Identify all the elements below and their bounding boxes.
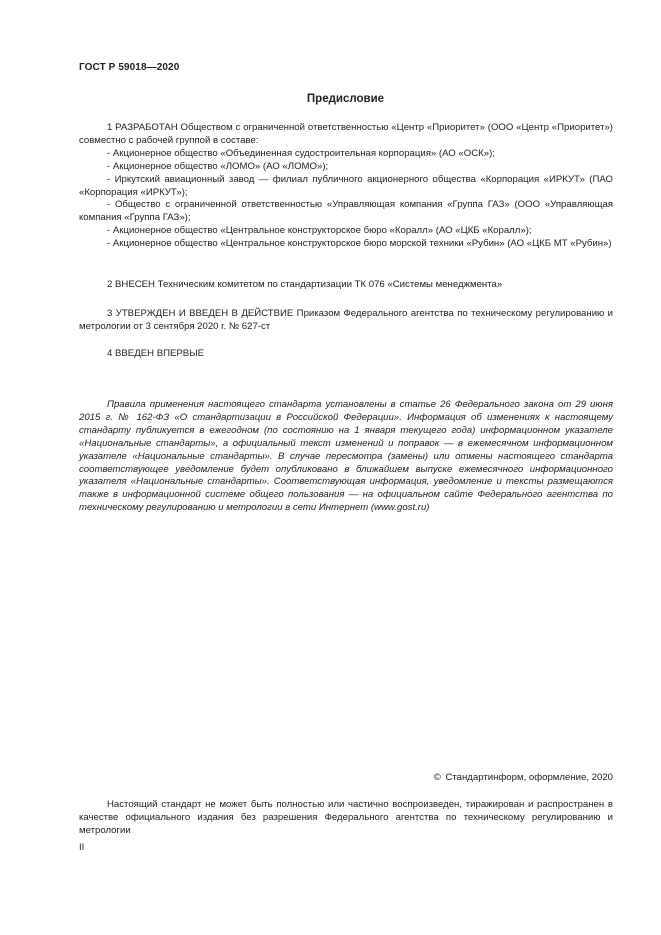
developer-list-item: - Акционерное общество «ЛОМО» (АО «ЛОМО»); (107, 160, 329, 172)
section-4-text: 4 ВВЕДЕН ВПЕРВЫЕ (107, 348, 205, 359)
reproduction-restriction (79, 799, 613, 838)
section-4-introduced (79, 348, 613, 361)
page-title: Предисловие (306, 93, 385, 105)
copyright-symbol: © (433, 772, 441, 783)
notice-text: Правила применения настоящего стандарта установлены в статье 26 Федерального закона от 29 июня 2015 г. № 162-ФЗ «О стандартизации в Российской Федерации». Информация об изменениях к настоящему стандарту публикуется в ежегодном (по состоянию на 1 января текущего года) информационном указателе «Национальные стандарты», а официальный текст изменений и поправок — в ежемесячном информационном указателе «Национальные стандарты». В случае пересмотра (замены) или отмены настоящего стандарта соответствующее уведомление будет опубликовано в ближайшем выпуске ежемесячного информационного указателя «Национальные стандарты». Соответствующая информация, уведомление и тексты размещаются также в информационной системе общего пользования — на официальном сайте Федерального агентства по техническому регулированию и метрологии в сети Интернет (www.gost.ru) (79, 399, 613, 514)
developer-list-item: - Общество с ограниченной ответственностью «Управляющая компания «Группа ГАЗ» (ООО «Управляющая компания «Группа ГАЗ»); (79, 199, 613, 224)
section-2-submitted (79, 279, 613, 292)
section-3-text: 3 УТВЕРЖДЕН И ВВЕДЕН В ДЕЙСТВИЕ Приказом Федерального агентства по техническому регулированию и метрологии от 3 сентября 2020 г. № 627-ст (79, 308, 613, 332)
section-1-intro: 1 РАЗРАБОТАН Обществом с ограниченной ответственностью «Центр «Приоритет» (ООО «Центр «Приоритет») совместно с рабочей группой в составе: (79, 122, 613, 146)
section-3-approved (79, 308, 613, 334)
reproduction-text: Настоящий стандарт не может быть полностью или частично воспроизведен, тиражирован и распространен в качестве официального издания без разрешения Федерального агентства по техническому регулированию и метрологии (79, 799, 613, 836)
developer-list-item: - Акционерное общество «Объединенная судостроительная корпорация» (АО «ОСК»); (107, 147, 495, 159)
developer-list-item: - Акционерное общество «Центральное конструкторское бюро «Коралл» (АО «ЦКБ «Коралл»); (107, 225, 532, 237)
application-rules-notice (79, 399, 613, 515)
copyright-text: Стандартинформ, оформление, 2020 (445, 772, 613, 783)
page-number: II (79, 842, 85, 853)
standard-code-header: ГОСТ Р 59018—2020 (79, 62, 180, 73)
developer-list-item: - Акционерное общество «Центральное конструкторское бюро морской техники «Рубин» (АО «ЦКБ МТ «Рубин») (107, 238, 612, 250)
developer-list-item: - Иркутский авиационный завод — филиал публичного акционерного общества «Корпорация «ИРКУТ» (ПАО «Корпорация «ИРКУТ»); (79, 173, 613, 198)
copyright-line (434, 772, 613, 783)
section-1-developers (79, 122, 613, 251)
section-2-text: 2 ВНЕСЕН Техническим комитетом по стандартизации ТК 076 «Системы менеджмента» (107, 279, 503, 290)
